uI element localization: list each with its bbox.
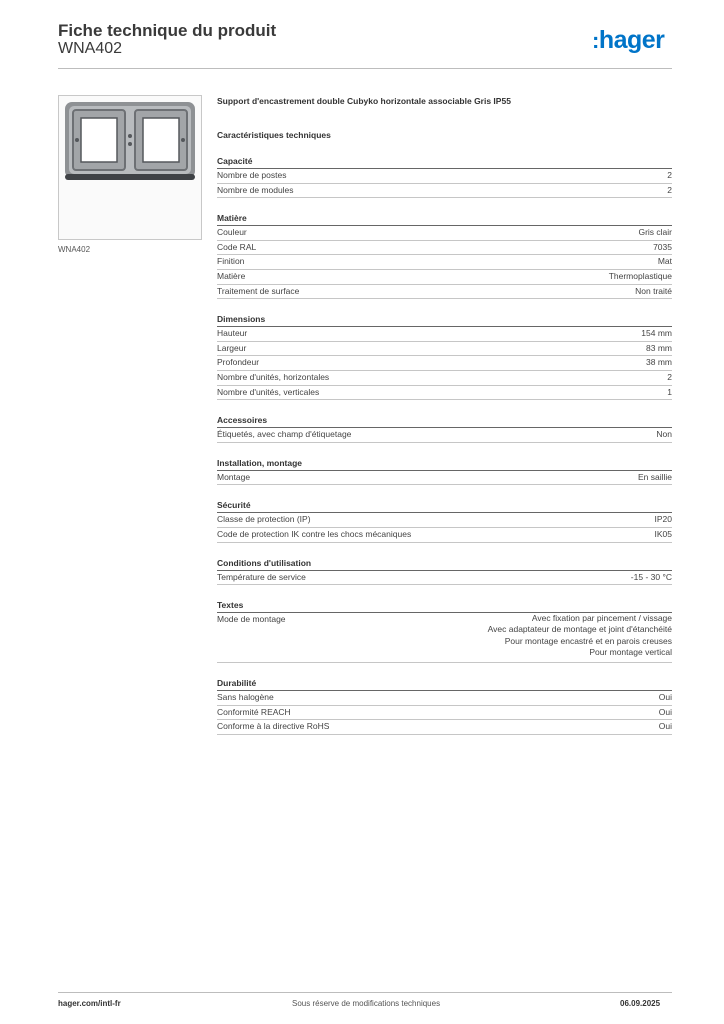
spec-value: -15 - 30 °C bbox=[630, 571, 672, 582]
header-divider bbox=[58, 68, 672, 69]
spec-row bbox=[217, 184, 672, 199]
spec-row bbox=[217, 571, 672, 586]
spec-row bbox=[217, 255, 672, 270]
spec-row bbox=[217, 428, 672, 443]
spec-sections bbox=[217, 155, 672, 735]
spec-value: En saillie bbox=[637, 471, 672, 482]
footer-date: 06.09.2025 bbox=[620, 999, 661, 1008]
spec-section bbox=[217, 677, 672, 735]
section-title: Installation, montage bbox=[217, 457, 672, 471]
spec-value: Non bbox=[656, 429, 672, 440]
spec-row bbox=[217, 327, 672, 342]
spec-section bbox=[217, 212, 672, 299]
spec-value: 154 mm bbox=[641, 328, 672, 339]
spec-value: 38 mm bbox=[646, 357, 672, 368]
spec-label: Mode de montage bbox=[217, 614, 286, 625]
spec-value: 2 bbox=[667, 184, 672, 195]
product-image bbox=[58, 95, 202, 240]
spec-label: Classe de protection (IP) bbox=[217, 514, 311, 525]
spec-label: Largeur bbox=[217, 342, 247, 353]
spec-row bbox=[217, 270, 672, 285]
spec-section bbox=[217, 557, 672, 586]
section-title: Durabilité bbox=[217, 677, 672, 691]
spec-value: 2 bbox=[667, 371, 672, 382]
spec-row bbox=[217, 356, 672, 371]
footer-website-link[interactable]: hager.com/intl-fr bbox=[58, 999, 121, 1008]
spec-value: 2 bbox=[667, 170, 672, 180]
spec-row bbox=[217, 513, 672, 528]
hager-logo: :hager bbox=[592, 26, 665, 54]
spec-label: Hauteur bbox=[217, 328, 248, 339]
spec-label: Nombre d'unités, horizontales bbox=[217, 371, 330, 382]
spec-row bbox=[217, 691, 672, 706]
spec-row bbox=[217, 371, 672, 386]
spec-row bbox=[217, 613, 672, 663]
spec-value: 83 mm bbox=[646, 342, 672, 353]
spec-value: Oui bbox=[658, 721, 672, 732]
spec-value-line: Pour montage vertical bbox=[589, 646, 672, 657]
spec-section bbox=[217, 155, 672, 198]
spec-value: 7035 bbox=[653, 241, 672, 252]
spec-row bbox=[217, 471, 672, 486]
spec-label: Matière bbox=[217, 270, 246, 281]
spec-value-line: Pour montage encastré et en parois creuses bbox=[504, 635, 672, 646]
spec-label: Nombre de postes bbox=[217, 170, 287, 180]
section-title: Sécurité bbox=[217, 499, 672, 513]
spec-label: Code de protection IK contre les chocs mécaniques bbox=[217, 528, 412, 539]
spec-row bbox=[217, 720, 672, 735]
spec-value: IK05 bbox=[654, 528, 672, 539]
section-title: Conditions d'utilisation bbox=[217, 557, 672, 571]
spec-content bbox=[217, 95, 672, 735]
spec-row bbox=[217, 528, 672, 543]
section-title: Capacité bbox=[217, 155, 672, 169]
footer-divider bbox=[58, 992, 672, 993]
spec-section bbox=[217, 499, 672, 542]
product-title: Support d'encastrement double Cubyko horizontale associable Gris IP55 bbox=[217, 96, 511, 106]
spec-label: Température de service bbox=[217, 571, 306, 582]
footer-disclaimer: Sous réserve de modifications techniques bbox=[292, 999, 441, 1008]
spec-row bbox=[217, 169, 672, 184]
spec-value: Non traité bbox=[635, 285, 672, 296]
spec-row bbox=[217, 706, 672, 721]
spec-label: Conformité REACH bbox=[217, 706, 291, 717]
spec-label: Montage bbox=[217, 471, 251, 482]
spec-value: Gris clair bbox=[638, 227, 672, 238]
spec-label: Étiquetés, avec champ d'étiquetage bbox=[217, 429, 352, 440]
spec-row bbox=[217, 226, 672, 241]
spec-section bbox=[217, 313, 672, 400]
spec-label: Couleur bbox=[217, 227, 247, 238]
spec-value-line: Avec fixation par pincement / vissage bbox=[531, 613, 672, 624]
section-title: Textes bbox=[217, 599, 672, 613]
spec-row bbox=[217, 285, 672, 300]
spec-label: Finition bbox=[217, 256, 245, 267]
spec-label: Nombre de modules bbox=[217, 184, 294, 195]
spec-value: Oui bbox=[658, 692, 672, 703]
spec-row bbox=[217, 241, 672, 256]
spec-label: Nombre d'unités, verticales bbox=[217, 386, 320, 397]
page-title: Fiche technique du produit bbox=[58, 21, 277, 40]
section-title: Dimensions bbox=[217, 313, 672, 327]
section-title: Accessoires bbox=[217, 414, 672, 428]
spec-row bbox=[217, 386, 672, 401]
section-title: Matière bbox=[217, 212, 672, 226]
spec-section bbox=[217, 414, 672, 443]
spec-section bbox=[217, 457, 672, 486]
spec-section bbox=[217, 599, 672, 663]
spec-value: 1 bbox=[667, 386, 672, 397]
product-code-heading: WNA402 bbox=[58, 40, 123, 57]
characteristics-heading: Caractéristiques techniques bbox=[217, 130, 331, 140]
spec-value-line: Avec adaptateur de montage et joint d'étanchéité bbox=[487, 624, 672, 635]
spec-value-list bbox=[488, 613, 672, 658]
spec-label: Traitement de surface bbox=[217, 285, 300, 296]
spec-row bbox=[217, 342, 672, 357]
spec-label: Conforme à la directive RoHS bbox=[217, 721, 330, 732]
spec-value: Oui bbox=[658, 706, 672, 717]
spec-value: IP20 bbox=[654, 514, 672, 525]
image-caption: WNA402 bbox=[58, 245, 91, 254]
spec-value: Mat bbox=[657, 256, 672, 267]
spec-value: Thermoplastique bbox=[608, 270, 672, 281]
spec-label: Profondeur bbox=[217, 357, 260, 368]
spec-label: Sans halogène bbox=[217, 692, 274, 703]
spec-label: Code RAL bbox=[217, 241, 257, 252]
